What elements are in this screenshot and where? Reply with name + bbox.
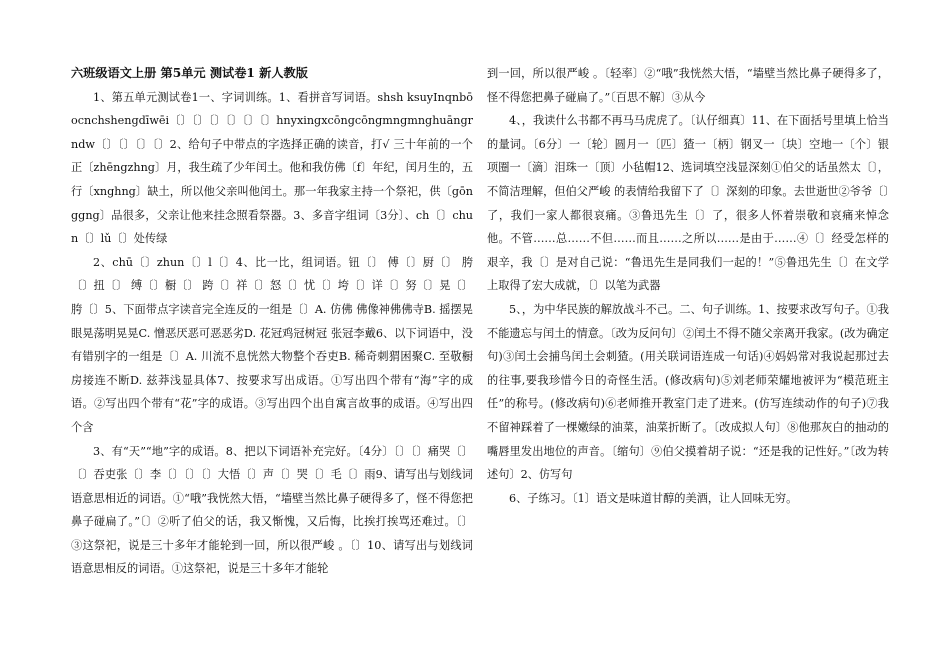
paragraph: 到一回，所以很严峻 。〔轻率〕②“哦”我恍然大悟，“墙壁当然比鼻子硬得多了，怪不得您把鼻子碰扁了。”〔百思不解〕③从今 xyxy=(487,67,889,104)
paragraph: 2、chū〔〕zhun〔〕l〔〕4、比一比，组词语。钮〔〕 傅〔〕厨〔〕 胯〔〕扭〔〕 缚〔〕橱〔〕 跨〔〕祥〔〕怒〔〕忧〔〕垮〔〕详〔〕努〔〕晃〔〕胯〔〕5、下面带点字读音完全连反的一组是〔〕A. 仿佛 佛像神佛佛寺B. 摇摆晃眼晃荡明晃晃C. 憎恶厌恶可恶恶劣D. 花冠鸡冠树冠 张冠李戴6、以下词语中，没有错别字的一组是〔〕A. 川流不息恍然大物整个吞吏B. 稀奇刺猬困聚C. 至敬橱房接连不断D. 兹莽浅显具体7、按要求写出成语。①写出四个带有“海”字的成语。②写出四个带有“花”字的成语。③写出四个出自寓言故事的成语。④写出四个含 xyxy=(71,255,473,434)
paragraph: 6、子练习。〔1〕语文是味道甘醇的美酒，让人回味无穷。 xyxy=(509,491,798,505)
paragraph: 5、，为中华民族的解放战斗不己。二、句子训练。1、按要求改写句子。①我不能遗忘与闰土的情意。〔改为反问句〕②闰土不得不随父亲离开我家。(改为确定句)③闰土会捕鸟闰土会刺猹。(用关联词语连成一句话)④妈妈常对我说起那过去的往事,要我珍惜今日的奇怪生活。(修改病句)⑤刘老师荣耀地被评为“模范班主任”的称号。(修改病句)⑥老师推开教室门走了进来。(仿写连续动作的句子)⑦我不留神踩着了一棵嫩绿的油菜，油菜折断了。〔改成拟人句〕⑧他那灰白的抽动的嘴唇里发出地位的声音。〔缩句〕⑨伯父摸着胡子说：“还是我的记性好。”〔改为转述句〕2、仿写句 xyxy=(487,302,889,482)
paragraph: 4、，我读什么书都不再马马虎虎了。〔认仔细真〕11、在下面括号里填上恰当的量词。〔6分〕一〔轮〕圆月一〔匹〕猹一〔柄〕钢叉一〔块〕空地一〔个〕银项圈一〔滴〕泪珠一〔顶〕小毡帽12、选词填空浅显深刻①伯父的话虽然太〔〕，不简洁理解，但伯父严峻 的表情给我留下了〔〕深刻的印象。去世逝世②爷爷〔〕了，我们一家人都很哀痛。③鲁迅先生〔〕了，很多人怀着崇敬和哀痛来悼念他。不管……总……不但……而且……之所以……是由于……④〔〕经受怎样的艰辛，我〔〕是对自己说：“鲁迅先生是同我们一起的！”⑤鲁迅先生〔〕在文学上取得了宏大成就，〔〕以笔为武器 xyxy=(487,114,889,293)
paragraph: 1、第五单元测试卷1一、字词训练。1、看拼音写词语。shsh ksuyInqnbōocnchshengdīwēi〔〕〔〕〔〕〔〕〔〕〔〕hnyxingxcōngcōngmngmnghuāngrndw〔〕〔〕〔〕〔〕2、给句子中带点的字选择正确的读音，打√ 三十年前的一个正〔zhēngzhng〕月，我生疏了少年闰土。他和我仿佛〔f〕年纪，闰月生的，五行〔xnghng〕缺土，所以他父亲叫他闰土。那一年我家主持一个祭祀，供〔gōnggng〕品很多，父亲让他来挂念照看祭器。3、多音字组词〔3分〕、ch〔〕chun〔〕lǔ〔〕处传绿 xyxy=(71,90,473,246)
left-column-body xyxy=(71,86,473,581)
right-column xyxy=(487,62,889,510)
right-column-body xyxy=(487,62,889,510)
left-column xyxy=(71,62,473,581)
document-title: 六班级语文上册 第5单元 测试卷1 新人教版 xyxy=(71,66,308,80)
paragraph: 3、有“天”“地”字的成语。8、把以下词语补充完好。〔4分〕〔〕〔〕痛哭〔〕〔〕吞吏张〔〕李〔〕〔〕〔〕大悟〔〕声〔〕哭〔〕毛〔〕雨9、请写出与划线词语意思相近的词语。①“哦”我恍然大悟，“墙壁当然比鼻子硬得多了，怪不得您把鼻子碰扁了。”〔〕②听了伯父的话，我又惭愧，又后悔，比挨打挨骂还难过。〔〕③这祭祀，说是三十多年才能轮到一回，所以很严峻 。〔〕10、请写出与划线词语意思相反的词语。①这祭祀，说是三十多年才能轮 xyxy=(71,444,473,576)
